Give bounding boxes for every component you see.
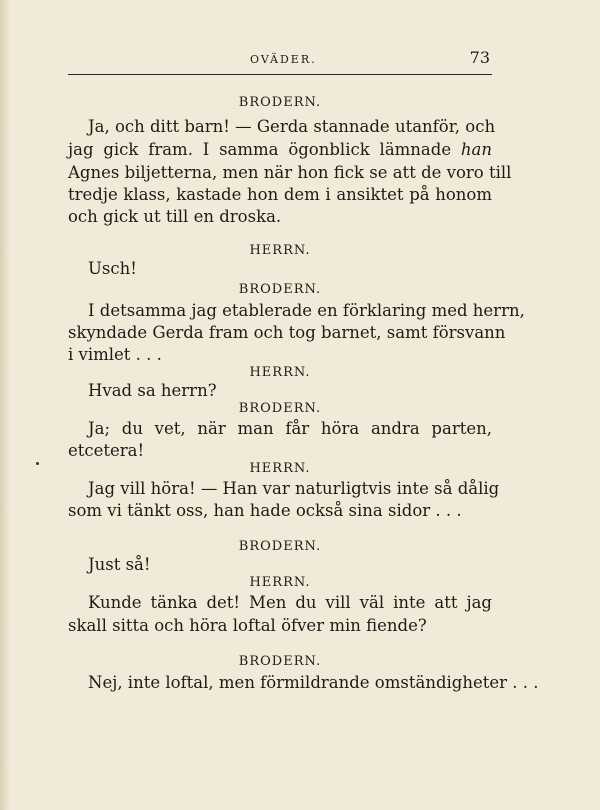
text-line: Hvad sa herrn? [88, 381, 217, 400]
page-number: 73 [469, 48, 490, 67]
speaker-heading: BRODERN. [238, 401, 322, 416]
text-line: som vi tänkt oss, han hade också sina sidor . . . [68, 501, 462, 520]
text-line: etcetera! [68, 441, 145, 460]
text-line: skall sitta och höra loftal öfver min fiende? [68, 616, 427, 635]
text-line: Ja; du vet, när man får höra andra parten, [88, 419, 492, 438]
text-line [68, 139, 492, 161]
running-title: OVÄDER. [250, 53, 317, 66]
speaker-heading: HERRN. [249, 243, 311, 258]
text-line: tredje klass, kastade hon dem i ansiktet på honom [68, 185, 492, 204]
text-line: Usch! [88, 259, 137, 278]
text-line: i vimlet . . . [68, 345, 162, 364]
header-rule [68, 74, 492, 75]
text-line: Nej, inte loftal, men förmildrande omständigheter . . . [88, 673, 539, 692]
speaker-heading: HERRN. [249, 461, 311, 476]
page-speck [36, 462, 39, 465]
text-line: Jag vill höra! — Han var naturligtvis inte så dålig [88, 479, 500, 498]
page-header [68, 48, 492, 72]
speaker-heading: HERRN. [249, 575, 311, 590]
text-line: Ja, och ditt barn! — Gerda stannade utanför, och [88, 117, 496, 136]
text-segment: jag gick fram. I samma ögonblick lämnade [68, 140, 461, 159]
text-line: I detsamma jag etablerade en förklaring med herrn, [88, 301, 525, 320]
text-line: Agnes biljetterna, men när hon fick se att de voro till [68, 163, 512, 182]
speaker-heading: BRODERN. [238, 539, 322, 554]
text-line: och gick ut till en droska. [68, 207, 282, 226]
speaker-heading: HERRN. [249, 365, 311, 380]
speaker-heading: BRODERN. [238, 654, 322, 669]
italic-word: han [460, 140, 492, 159]
speaker-heading: BRODERN. [238, 282, 322, 297]
text-line: skyndade Gerda fram och tog barnet, samt försvann [68, 323, 506, 342]
page-edge-shadow [0, 0, 10, 810]
speaker-heading: BRODERN. [238, 95, 322, 110]
text-line: Kunde tänka det! Men du vill väl inte att jag [88, 593, 492, 612]
text-line: Just så! [88, 555, 151, 574]
